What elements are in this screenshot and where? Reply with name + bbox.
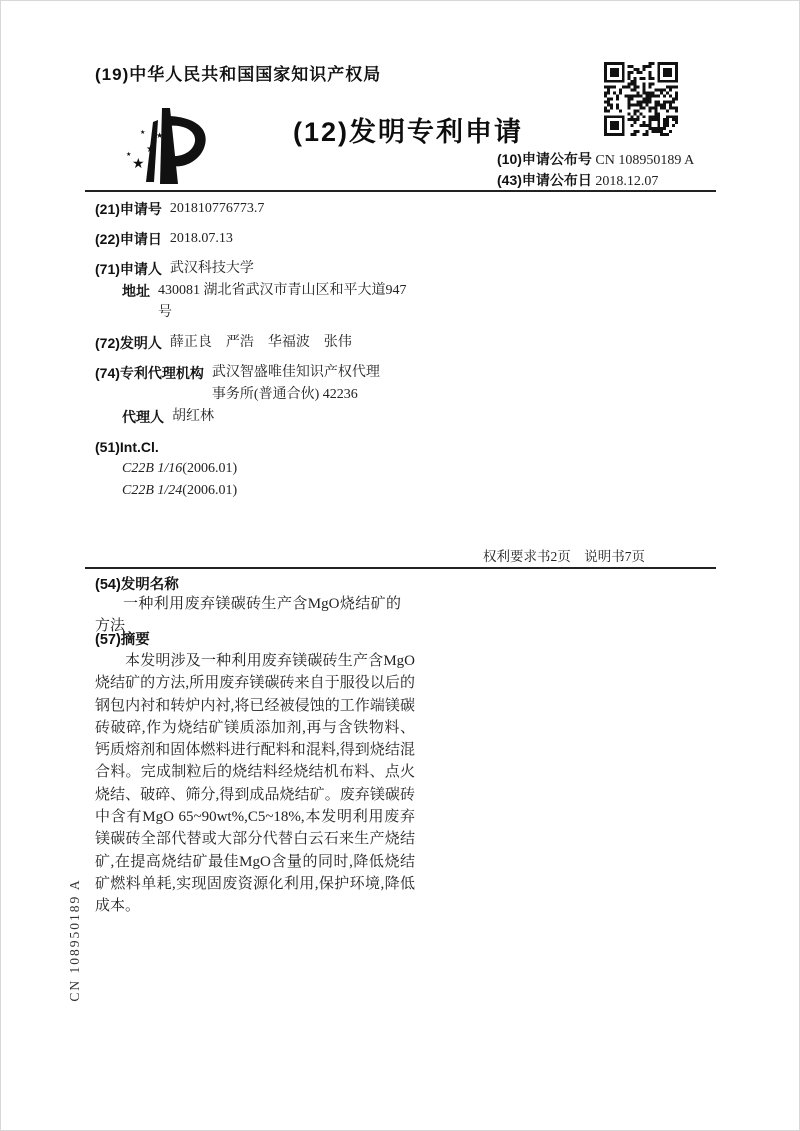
application-number-row	[95, 198, 431, 220]
intcl-row	[95, 436, 431, 458]
intcl-entry	[122, 458, 431, 480]
publication-number-line	[497, 149, 694, 169]
publication-number-value: CN 108950189 A	[595, 153, 695, 168]
applicant-label: (71)申请人	[95, 261, 162, 277]
cnipa-logo	[120, 100, 220, 193]
inventors-value: 薛正良 严浩 华福波 张伟	[169, 335, 352, 350]
abstract-text: 本发明涉及一种利用废弃镁碳砖生产含MgO烧结矿的方法,所用废弃镁碳砖来自于服役以后的钢包内衬和转炉内衬,将已经被侵蚀的工作端镁碳砖破碎,作为烧结矿镁质添加剂,再与含铁物料、钙质熔剂和固体燃料进行配料和混料,得到烧结混合料。完成制粒后的烧结料经烧结机布料、点火烧结、破碎、筛分,得到成品烧结矿。废弃镁碳砖中含有MgO 65~90wt%,C5~18%,本发明利用废弃镁碳砖全部代替或大部分代替白云石来生产烧结矿,在提高烧结矿最佳MgO含量的同时,降低烧结矿燃料单耗,实现固废资源化利用,保护环境,降低成本。	[95, 653, 415, 915]
intcl-code: C22B 1/16	[122, 461, 183, 476]
publication-number-label: (10)申请公布号	[497, 151, 592, 167]
application-number-value: 201810776773.7	[169, 201, 265, 216]
applicant-value: 武汉科技大学	[169, 261, 254, 276]
section-divider	[85, 567, 716, 569]
star-icon: ★	[126, 152, 132, 158]
publication-date-value: 2018.12.07	[595, 174, 659, 189]
cnipa-logo-image	[120, 100, 220, 188]
star-icon: ★	[146, 144, 155, 155]
agent-label: 代理人	[122, 409, 164, 425]
application-date-row	[95, 228, 431, 250]
address-value: 430081 湖北省武汉市青山区和平大道947号	[158, 283, 407, 320]
pages-info: 权利要求书2页 说明书7页	[483, 549, 645, 564]
agency-value: 武汉智盛唯佳知识产权代理事务所(普通合伙) 42236	[211, 365, 380, 402]
star-icon: ★	[156, 131, 164, 140]
header-divider	[85, 190, 716, 192]
application-number-label: (21)申请号	[95, 201, 162, 217]
publication-date-label: (43)申请公布日	[497, 172, 592, 188]
qr-code-image	[602, 62, 680, 136]
side-publication-code: CN 108950189 A	[67, 878, 82, 1002]
abstract-label: (57)摘要	[95, 632, 150, 648]
application-date-value: 2018.07.13	[169, 231, 233, 246]
applicant-row	[95, 258, 431, 280]
intcl-code: C22B 1/24	[122, 483, 183, 498]
bibliographic-data	[95, 198, 431, 502]
agent-value: 胡红林	[172, 409, 214, 424]
invention-title: 一种利用废弃镁碳砖生产含MgO烧结矿的方法	[95, 596, 401, 634]
intcl-entry	[122, 480, 431, 502]
office-name: (19)中华人民共和国国家知识产权局	[95, 65, 382, 84]
inventors-label: (72)发明人	[95, 335, 162, 351]
intcl-version: (2006.01)	[182, 483, 238, 498]
address-row	[122, 280, 431, 324]
intcl-version: (2006.01)	[182, 461, 238, 476]
star-icon: ★	[140, 130, 146, 136]
qr-code	[602, 62, 680, 141]
address-label: 地址	[122, 283, 150, 299]
application-date-label: (22)申请日	[95, 231, 162, 247]
agent-row	[122, 406, 431, 428]
intcl-label: (51)Int.Cl.	[95, 439, 159, 455]
document-type-title: (12)发明专利申请	[293, 117, 524, 147]
agency-label: (74)专利代理机构	[95, 365, 204, 381]
invention-title-label: (54)发明名称	[95, 577, 179, 593]
agency-row	[95, 362, 431, 406]
star-icon: ★	[132, 157, 145, 172]
publication-date-line	[497, 170, 658, 190]
inventors-row	[95, 332, 431, 354]
